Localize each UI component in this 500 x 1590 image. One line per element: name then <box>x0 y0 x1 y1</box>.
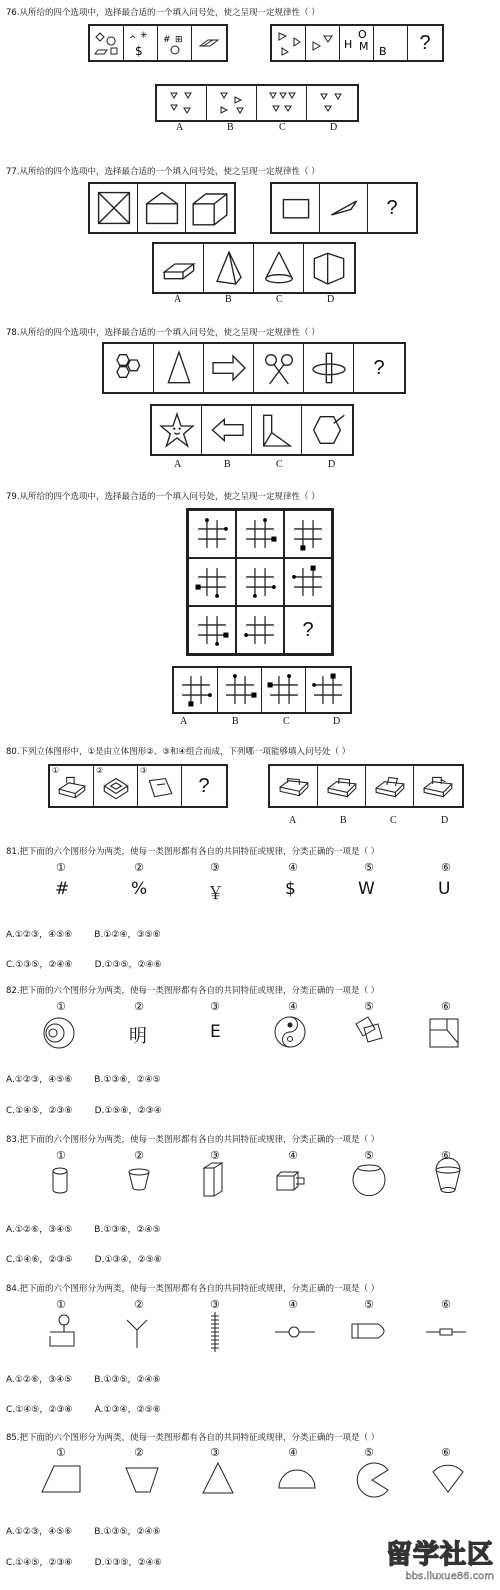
q79-cell-8 <box>236 606 284 654</box>
q78-title: 78.从所给的四个选项中，选择最合适的一个填入问号处，使之呈现一定规律性（ ） <box>6 328 320 338</box>
hash-grid-icon <box>221 671 259 709</box>
triangles-icon <box>317 88 347 118</box>
hexagon-line-icon <box>307 410 347 450</box>
q78-cell-4 <box>254 344 304 392</box>
svg-text:⊞: ⊞ <box>174 35 183 45</box>
q78-option-c[interactable] <box>252 406 302 454</box>
q80-label-a: A <box>289 815 297 826</box>
q84-option-c[interactable]: C.①④⑤，②③⑥ <box>6 1405 73 1415</box>
q79-option-b[interactable] <box>218 668 262 712</box>
q78-option-a[interactable] <box>152 406 202 454</box>
circle-number: ④ <box>288 1000 298 1013</box>
pyramid-icon <box>209 248 249 288</box>
q77-option-c[interactable] <box>254 244 304 292</box>
q84-title: 84.把下面的六个图形分为两类，使每一类图形都有各自的共同特征或规律，分类正确的一项是（ ） <box>6 1284 380 1294</box>
arrow-left-icon <box>207 410 247 450</box>
crossed-square-icon <box>93 187 135 229</box>
sphere-cut-icon <box>348 1160 390 1200</box>
q76-options <box>155 84 359 122</box>
circle-number: ③ <box>210 1000 220 1013</box>
parallelogram-icon <box>194 28 224 58</box>
grid-symbols-icon <box>160 28 190 58</box>
q77-cell-5 <box>320 184 368 232</box>
q85-option-a[interactable]: A.①②③，④⑤⑥ <box>6 1527 73 1537</box>
q76-label-b: B <box>227 122 234 133</box>
triangles-icon <box>217 88 247 118</box>
q83-option-c[interactable]: C.①④⑥，②③⑤ <box>6 1255 73 1265</box>
q78-label-b: B <box>224 459 231 470</box>
q80-options <box>268 764 464 808</box>
sector-icon <box>430 1462 466 1496</box>
q80-cell-3 <box>138 766 182 806</box>
svg-text:$: $ <box>134 44 143 58</box>
circle-number: ⑤ <box>364 1446 374 1459</box>
solid-block-icon <box>370 770 410 802</box>
overlapping-squares-icon <box>350 1014 388 1050</box>
circle-number: ① <box>52 766 60 775</box>
triangle-icon <box>200 1460 236 1496</box>
q78-option-d[interactable] <box>302 406 352 454</box>
q81-symbol-5: W <box>358 879 375 899</box>
shapes-icon <box>92 28 122 58</box>
q77-label-d: D <box>327 294 335 305</box>
house-shape-icon <box>141 187 183 229</box>
q79-option-c[interactable] <box>262 668 306 712</box>
question-mark: ? <box>419 31 431 54</box>
q81-title: 81.把下面的六个图形分为两类，使每一类图形都有各自的共同特征或规律，分类正确的一项是（ ） <box>6 847 380 857</box>
hash-grid-icon <box>193 563 231 601</box>
q78-cell-2 <box>154 344 204 392</box>
q84-option-b[interactable]: B.①③⑤，②④⑥ <box>94 1375 161 1385</box>
q76-cell-6 <box>306 26 340 60</box>
q83-answers-row2 <box>6 1252 184 1265</box>
bent-shape-icon <box>257 410 297 450</box>
q76-option-c[interactable] <box>257 86 307 120</box>
circle-number: ⑤ <box>364 1000 374 1013</box>
q79-option-d[interactable] <box>306 668 350 712</box>
q85-option-c[interactable]: C.①④⑤，②③⑥ <box>6 1558 73 1568</box>
question-mark: ? <box>302 618 314 641</box>
circle-number: ① <box>56 1000 66 1013</box>
q78-cell-3 <box>204 344 254 392</box>
q79-cell-2 <box>236 510 284 558</box>
q79-title: 79.从所给的四个选项中，选择最合适的一个填入问号处，使之呈现一定规律性（ ） <box>6 492 320 502</box>
hash-grid-icon <box>309 671 347 709</box>
q76-cell-7 <box>340 26 374 60</box>
hash-grid-icon <box>289 515 327 553</box>
q81-option-d[interactable]: D.①③⑤，②④⑥ <box>94 960 162 970</box>
trapezoid-icon <box>40 1462 84 1496</box>
circle-number: ① <box>56 1446 66 1459</box>
svg-text:^: ^ <box>128 35 137 45</box>
hash-grid-icon <box>193 611 231 649</box>
q76-title: 76.从所给的四个选项中，选择最合适的一个填入问号处，使之呈现一定规律性（ ） <box>6 8 320 18</box>
letter-h: H <box>343 38 352 51</box>
q79-cell-3 <box>284 510 332 558</box>
line-circle-icon <box>273 1322 317 1342</box>
lock-shape-icon <box>44 1312 78 1352</box>
circle-number: ④ <box>288 1298 298 1311</box>
q76-label-d: D <box>330 122 338 133</box>
rectangle-icon <box>275 187 317 229</box>
q81-answers-row1 <box>6 927 183 940</box>
hash-grid-icon <box>241 515 279 553</box>
circle-number: ⑤ <box>364 861 374 874</box>
hash-grid-icon <box>177 671 215 709</box>
q80-label-d: D <box>441 815 449 826</box>
hash-grid-icon <box>289 563 327 601</box>
box-icon <box>159 248 199 288</box>
q78-label-d: D <box>328 459 336 470</box>
q79-options <box>172 666 352 714</box>
solid-block-icon <box>274 770 314 802</box>
triangles-icon <box>267 88 297 118</box>
star-icon <box>157 410 197 450</box>
triangles-icon <box>308 28 338 58</box>
q79-label-d: D <box>333 716 341 727</box>
q77-option-d[interactable] <box>304 244 354 292</box>
sphere-cup-icon <box>430 1154 466 1200</box>
q77-title: 77.从所给的四个选项中，选择最合适的一个填入问号处，使之呈现一定规律性（ ） <box>6 167 320 177</box>
circle-number: ④ <box>288 1446 298 1459</box>
q80-cell-2 <box>94 766 138 806</box>
bullet-shape-icon <box>348 1318 394 1344</box>
q77-stem-left <box>88 182 236 234</box>
circle-number: ② <box>134 1446 144 1459</box>
q85-answers-row1 <box>6 1524 183 1537</box>
q78-options <box>150 404 354 456</box>
circle-number: ① <box>56 861 66 874</box>
q77-cell-1 <box>90 184 138 232</box>
q84-option-a[interactable]: A.①②⑥，③④⑤ <box>6 1375 73 1385</box>
q76-option-a[interactable] <box>157 86 207 120</box>
q76-label-a: A <box>176 122 184 133</box>
q80-label-c: C <box>390 815 397 826</box>
watermark <box>386 1534 494 1582</box>
cylinder-icon <box>50 1166 70 1196</box>
q81-symbol-1: # <box>55 879 70 899</box>
q79-label-c: C <box>283 716 290 727</box>
q80-option-c[interactable] <box>366 766 414 806</box>
letters-icon <box>342 28 372 58</box>
circle-number: ④ <box>288 861 298 874</box>
q84-answers-row1 <box>6 1372 183 1385</box>
circle-number: ③ <box>210 1446 220 1459</box>
q81-symbol-2: % <box>131 879 148 899</box>
letter-o: O <box>357 28 367 41</box>
q77-cell-4 <box>272 184 320 232</box>
svg-text:✳: ✳ <box>139 31 148 41</box>
q82-answers-row2 <box>6 1103 184 1116</box>
circle-number: ② <box>134 1000 144 1013</box>
q79-cell-4 <box>188 558 236 606</box>
q83-option-d[interactable]: D.①③④，②⑤⑥ <box>94 1255 162 1265</box>
q82-title: 82.把下面的六个图形分为两类，使每一类图形都有各自的共同特征或规律，分类正确的一项是（ ） <box>6 986 380 996</box>
yin-yang-icon <box>273 1015 307 1049</box>
letter-b: B <box>378 45 387 58</box>
q80-label-b: B <box>340 815 347 826</box>
q77-cell-2 <box>138 184 186 232</box>
svg-text:#: # <box>162 35 171 45</box>
q76-option-d[interactable] <box>307 86 357 120</box>
question-mark: ? <box>386 196 398 219</box>
q85-answers-row2 <box>6 1555 184 1568</box>
circle-number: ① <box>56 1149 66 1162</box>
letters-icon <box>376 28 406 58</box>
q82-option-b[interactable]: B.①③⑥，②④⑤ <box>94 1075 161 1085</box>
q76-cell-5 <box>272 26 306 60</box>
semicircle-icon <box>276 1464 318 1492</box>
circle-number: ⑤ <box>364 1149 374 1162</box>
q76-cell-4 <box>192 26 226 60</box>
q78-label-a: A <box>174 459 182 470</box>
q78-cell-6 <box>354 344 404 392</box>
q83-title: 83.把下面的六个图形分为两类，使每一类图形都有各自的共同特征或规律，分类正确的一项是（ ） <box>6 1135 380 1145</box>
hexagons-icon <box>109 348 149 388</box>
q79-label-a: A <box>180 716 188 727</box>
q77-label-a: A <box>174 294 182 305</box>
triangles-icon <box>167 88 197 118</box>
solid-block-icon <box>322 770 362 802</box>
quadrilateral-icon <box>122 1464 162 1496</box>
circle-number: ② <box>96 766 104 775</box>
circle-number: ① <box>56 1298 66 1311</box>
q76-cell-1 <box>90 26 124 60</box>
hash-grid-icon <box>241 611 279 649</box>
q78-cell-1 <box>104 344 154 392</box>
circle-number: ③ <box>140 766 148 775</box>
q83-option-a[interactable]: A.①②⑥，③④⑤ <box>6 1225 73 1235</box>
q81-option-c[interactable]: C.①③⑤，②④⑥ <box>6 960 73 970</box>
q84-answers-row2 <box>6 1402 183 1415</box>
cuboid-icon <box>200 1160 226 1200</box>
circle-number: ⑥ <box>441 1446 451 1459</box>
q80-option-b[interactable] <box>318 766 366 806</box>
q78-option-b[interactable] <box>202 406 252 454</box>
solid-block-icon <box>418 770 458 802</box>
q80-cell-4 <box>182 766 226 806</box>
symbols-icon <box>126 28 156 58</box>
scissors-icon <box>259 348 299 388</box>
q85-option-b[interactable]: B.①③⑤，②④⑥ <box>94 1527 161 1537</box>
q82-option-c[interactable]: C.①④⑤，②③⑥ <box>6 1106 73 1116</box>
q80-option-d[interactable] <box>414 766 462 806</box>
circle-number: ④ <box>288 1149 298 1162</box>
q80-title: 80.下列立体图形中，①是由立体图形②、③和④组合而成，下列哪一项能够填入问号处（ ） <box>6 747 351 757</box>
q77-option-a[interactable] <box>154 244 204 292</box>
q76-cell-2 <box>124 26 158 60</box>
q76-stem-right <box>270 24 444 62</box>
q76-cell-3 <box>158 26 192 60</box>
resistor-line-icon <box>424 1322 468 1342</box>
circle-number: ⑥ <box>441 1149 451 1162</box>
circle-number: ② <box>134 1298 144 1311</box>
q81-symbol-3: ￥ <box>207 884 224 904</box>
question-mark: ? <box>373 356 385 379</box>
q85-title: 85.把下面的六个图形分为两类，使每一类图形都有各自的共同特征或规律，分类正确的一项是（ ） <box>6 1433 380 1443</box>
q82-answers-row1 <box>6 1072 183 1085</box>
circle-number: ③ <box>210 1149 220 1162</box>
q76-cell-9 <box>408 26 442 60</box>
q82-char-2: E <box>210 1022 221 1042</box>
q80-cell-1 <box>50 766 94 806</box>
q80-option-a[interactable] <box>270 766 318 806</box>
watermark-url: bbs.liuxue86.com <box>405 1571 494 1582</box>
q80-stem <box>48 764 228 808</box>
cone-icon <box>259 248 299 288</box>
3d-house-icon <box>189 187 231 229</box>
q81-symbol-4: $ <box>285 879 296 899</box>
q82-option-d[interactable]: D.①⑤⑥，②③④ <box>94 1106 162 1116</box>
hash-grid-icon <box>193 515 231 553</box>
q79-matrix <box>186 508 334 656</box>
q78-cell-5 <box>304 344 354 392</box>
arrow-right-icon <box>209 348 249 388</box>
q79-cell-1 <box>188 510 236 558</box>
q76-option-b[interactable] <box>207 86 257 120</box>
q83-answers-row1 <box>6 1222 183 1235</box>
frustum-icon <box>126 1166 152 1194</box>
q77-label-c: C <box>276 294 283 305</box>
hash-grid-icon <box>241 563 279 601</box>
spring-icon <box>208 1310 222 1354</box>
nested-circles-icon <box>42 1016 76 1050</box>
q79-option-a[interactable] <box>174 668 218 712</box>
watermark-logo: 留学社区 <box>385 1540 494 1570</box>
q81-option-a[interactable]: A.①②③，④⑤⑥ <box>6 930 73 940</box>
y-shape-icon <box>122 1312 152 1352</box>
q81-symbol-6: U <box>438 879 451 899</box>
q77-label-b: B <box>225 294 232 305</box>
stacked-prism-icon <box>274 1166 308 1194</box>
q77-option-b[interactable] <box>204 244 254 292</box>
q79-cell-5 <box>236 558 284 606</box>
prism-icon <box>309 248 349 288</box>
q81-answers-row2 <box>6 957 184 970</box>
q79-cell-9 <box>284 606 332 654</box>
q82-char-1: 明 <box>129 1026 147 1047</box>
circle-number: ② <box>134 1149 144 1162</box>
q79-cell-6 <box>284 558 332 606</box>
hash-grid-icon <box>265 671 303 709</box>
circle-number: ③ <box>210 861 220 874</box>
circle-number: ③ <box>210 1298 220 1311</box>
circle-number: ⑥ <box>441 1000 451 1013</box>
q76-stem-left <box>88 24 228 62</box>
q83-option-b[interactable]: B.①③⑥，②④⑤ <box>94 1225 161 1235</box>
q77-cell-6 <box>368 184 416 232</box>
circle-number: ⑥ <box>441 861 451 874</box>
q77-cell-3 <box>186 184 234 232</box>
wedge-icon <box>323 187 365 229</box>
q79-label-b: B <box>232 716 239 727</box>
ellipse-cross-icon <box>309 348 349 388</box>
q82-option-a[interactable]: A.①②③，④⑤⑥ <box>6 1075 73 1085</box>
pacman-icon <box>352 1460 392 1500</box>
q76-cell-8 <box>374 26 408 60</box>
question-mark: ? <box>198 774 210 797</box>
letter-m: M <box>358 40 368 53</box>
q78-label-c: C <box>276 459 283 470</box>
circle-number: ② <box>134 861 144 874</box>
triangle-icon <box>159 348 199 388</box>
q81-option-b[interactable]: B.①②④，③⑤⑥ <box>94 930 161 940</box>
q76-label-c: C <box>279 122 286 133</box>
q79-cell-7 <box>188 606 236 654</box>
q77-stem-right <box>270 182 418 234</box>
q78-stem <box>102 342 406 394</box>
q77-options <box>152 242 356 294</box>
circle-number: ⑥ <box>441 1298 451 1311</box>
divided-square-icon <box>427 1016 463 1050</box>
circle-number: ⑤ <box>364 1298 374 1311</box>
q84-option-d[interactable]: A.①③④，②⑤⑥ <box>94 1405 161 1415</box>
triangles-icon <box>274 28 304 58</box>
q85-option-d[interactable]: D.①③⑤，②④⑥ <box>94 1558 162 1568</box>
